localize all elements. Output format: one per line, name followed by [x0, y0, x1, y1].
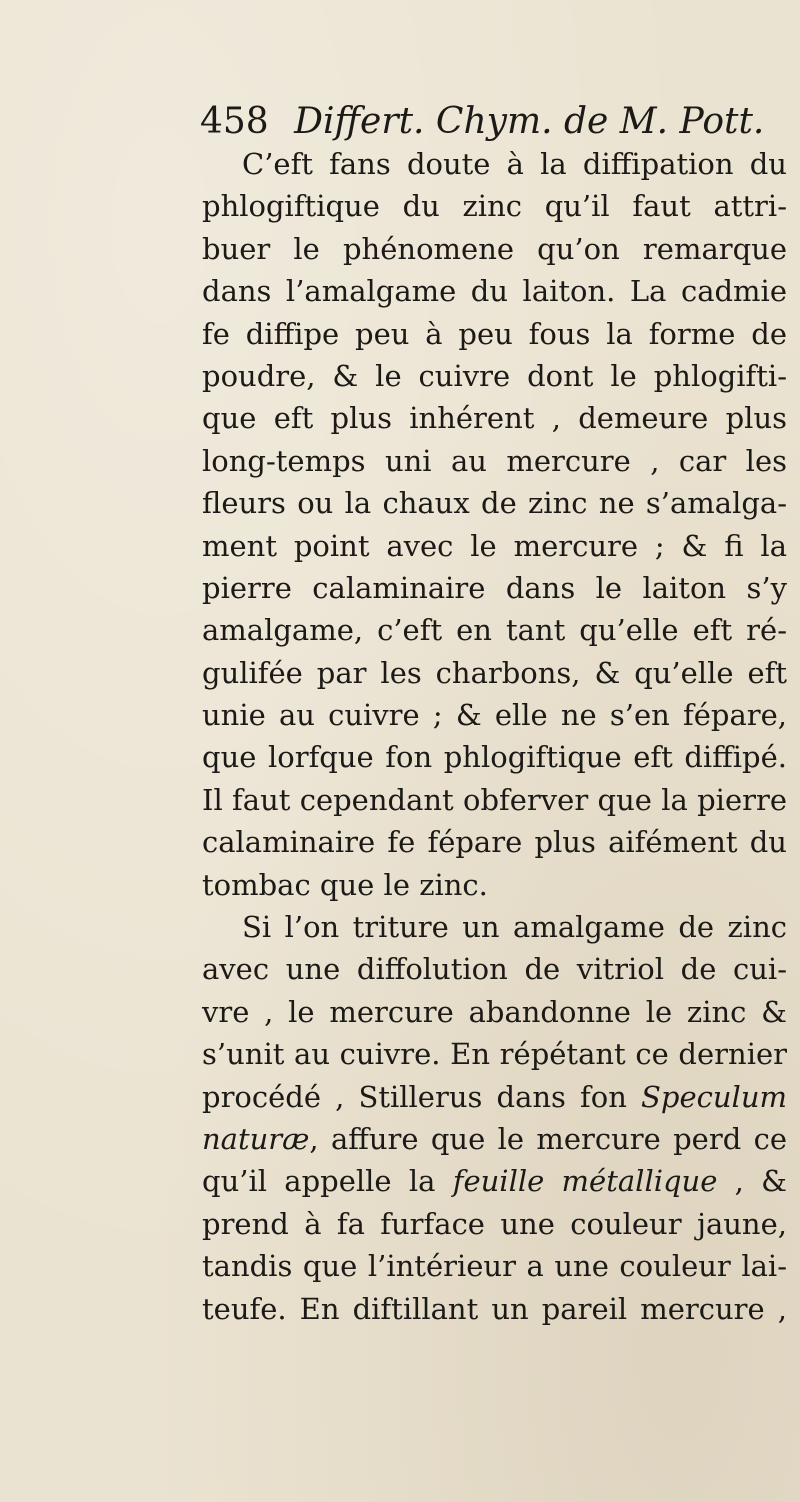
- page-header: [200, 98, 764, 146]
- text-line: calaminaire fe fépare plus aifément du: [202, 825, 787, 860]
- text-line: procédé , Stillerus dans fon Speculum: [202, 1079, 787, 1114]
- text-line: naturæ, affure que le mercure perd ce: [202, 1121, 787, 1156]
- text-line: teufe. En diftillant un pareil mercure ,: [202, 1291, 787, 1326]
- italic-term: feuille métallique: [452, 1164, 718, 1199]
- italic-title: Speculum: [641, 1079, 787, 1114]
- text-line: phlogiftique du zinc qu’il faut attri-: [202, 189, 787, 224]
- text-line: tandis que l’intérieur a une couleur lai-: [202, 1249, 787, 1284]
- text-line: prend à fa furface une couleur jaune,: [202, 1206, 787, 1241]
- body-text: [202, 143, 787, 1330]
- text-line: Si l’on triture un amalgame de zinc: [242, 910, 787, 945]
- text-line: ment point avec le mercure ; & fi la: [202, 528, 787, 563]
- text-line: qu’il appelle la feuille métallique , &: [202, 1164, 787, 1199]
- text-line: fe diffipe peu à peu fous la forme de: [202, 316, 787, 351]
- text-line: que lorfque fon phlogiftique eft diffipé.: [202, 740, 787, 775]
- text-line: C’eft fans doute à la diffipation du: [242, 147, 787, 181]
- text-line: long-temps uni au mercure , car les: [202, 443, 787, 478]
- text-line: pierre calaminaire dans le laiton s’y: [202, 570, 787, 605]
- text-line: dans l’amalgame du laiton. La cadmie: [202, 274, 787, 309]
- italic-title: naturæ: [202, 1121, 310, 1156]
- text-line: vre , le mercure abandonne le zinc &: [202, 994, 787, 1029]
- paragraph-end-line: tombac que le zinc.: [202, 867, 488, 902]
- text-line: avec une diffolution de vitriol de cui-: [202, 952, 787, 987]
- text-line: Il faut cependant obferver que la pierre: [202, 782, 787, 817]
- text-line: unie au cuivre ; & elle ne s’en fépare,: [202, 698, 787, 733]
- text-line: amalgame, c’eft en tant qu’elle eft ré-: [202, 613, 787, 648]
- text-line: s’unit au cuivre. En répétant ce dernier: [202, 1037, 787, 1072]
- text-line: buer le phénomene qu’on remarque: [202, 231, 787, 266]
- text-line: poudre, & le cuivre dont le phlogifti-: [202, 358, 787, 393]
- text-line: fleurs ou la chaux de zinc ne s’amalga-: [202, 486, 787, 521]
- text-line: que eft plus inhérent , demeure plus: [202, 401, 787, 436]
- running-title: Differt. Chym. de M. Pott.: [294, 101, 765, 142]
- text-line: gulifée par les charbons, & qu’elle eft: [202, 655, 787, 690]
- page-number: 458: [200, 101, 269, 142]
